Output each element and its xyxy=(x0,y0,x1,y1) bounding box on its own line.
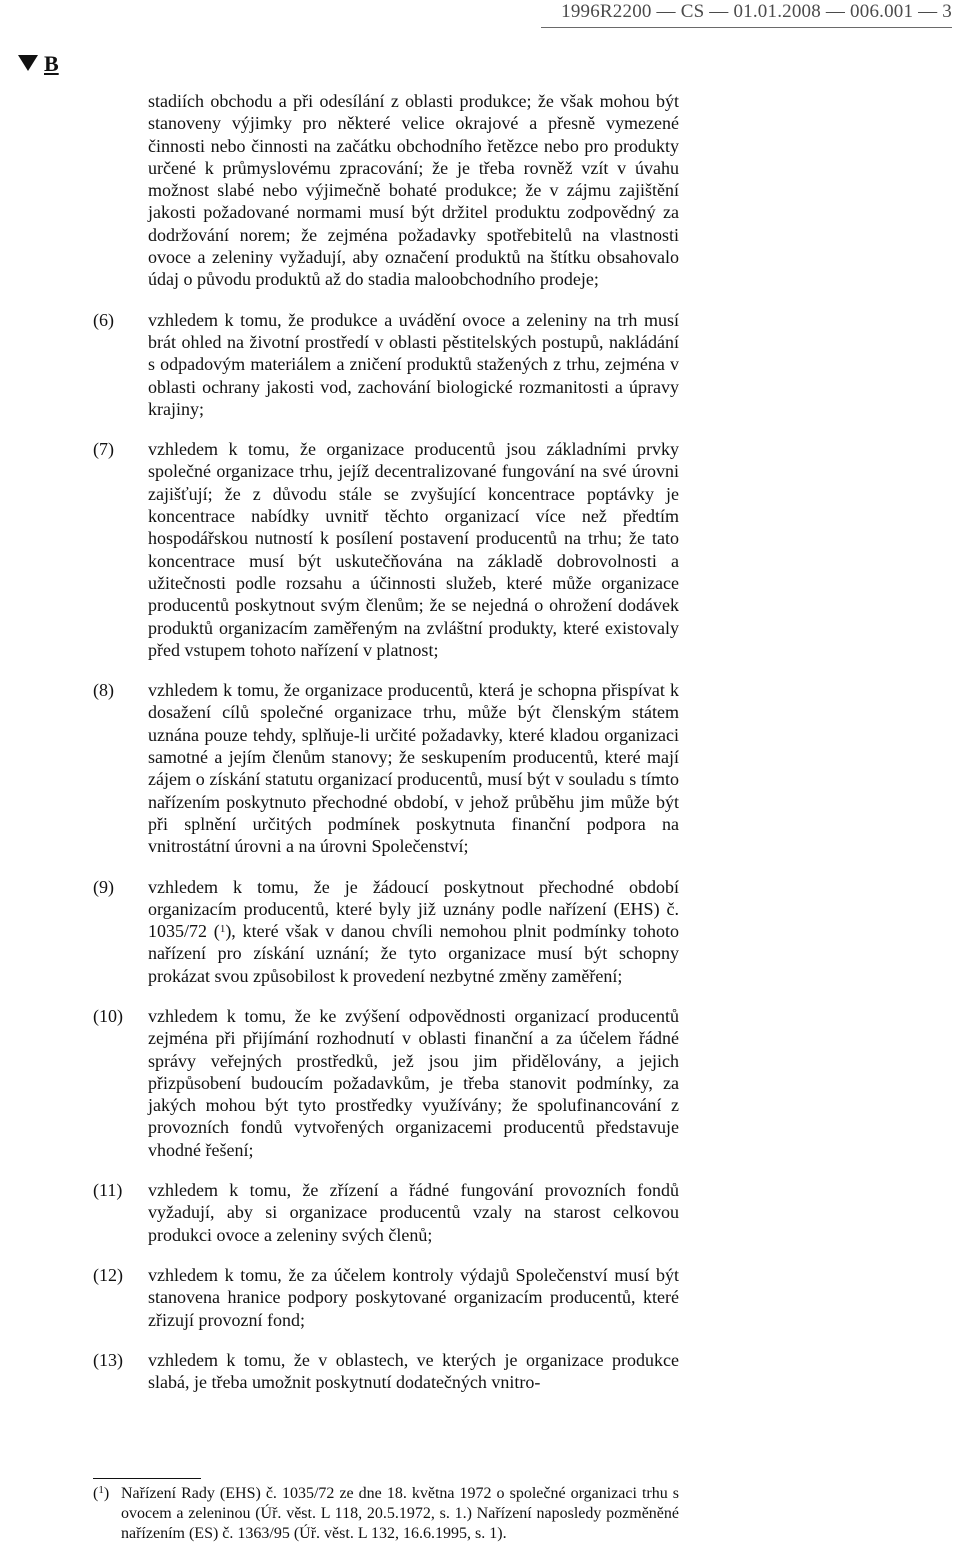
recital-number: (6) xyxy=(93,309,114,330)
recital-10 xyxy=(0,1005,960,1161)
recital-12 xyxy=(0,1264,960,1331)
marker-letter: B xyxy=(44,51,59,76)
recital-text: vzhledem k tomu, že zřízení a řádné fungování provozních fondů vyžadují, aby si organizace producentů vzaly na starost celkovou produkci ovoce a zeleniny svých členů; xyxy=(148,1180,679,1245)
footnote-reference[interactable]: 1 xyxy=(219,923,226,936)
footnote xyxy=(93,1484,679,1544)
recital-number: (12) xyxy=(93,1264,123,1285)
recital-number: (7) xyxy=(93,439,114,460)
recital-text: vzhledem k tomu, že ke zvýšení odpovědnosti organizací producentů zejména při přijímání rozhodnutí v oblasti finanční a za účelem řádné správy veřejných prostředků, jež jsou jim přidělovány, a jejich přizpůsobení budoucím požadavkům, je třeba stanovit podmínky, za jakých mohou být tyto prostředky využívány; že spolufinancování z provozních fondů vytvořených organizacemi producentů představuje vhodné řešení; xyxy=(148,1005,679,1160)
recital-text xyxy=(148,876,679,987)
footnote-marker: ($^1$) xyxy=(93,1484,110,1502)
recital-text: vzhledem k tomu, že produkce a uvádění ovoce a zeleniny na trh musí brát ohled na životní prostředí v oblasti pěstitelských postupů, nakládání s odpadovým materiálem a zničení produktů stažených z trhu, zejména v oblasti ochrany jakosti vod, zachování biologické rozmanitosti a úpravy krajiny; xyxy=(148,309,679,419)
recital-number: (13) xyxy=(93,1349,123,1370)
recital-text: vzhledem k tomu, že organizace producentů, která je schopna přispívat k dosažení cílů společné organizace trhu, může být členským státem uznána pouze tehdy, splňuje-li určité požadavky, které kladou organizaci samotné a jejím členům stanovy; že seskupením producentů, které mají zájem o získání statutu organizací producentů, musí být v souladu s tímto nařízením poskytnuto přechodné období, v jehož průběhu jim může být při splnění určitých podmínek poskytnuta finanční podpora na vnitrostátní úrovni a na úrovni Společenství; xyxy=(148,680,679,857)
recital-7 xyxy=(0,438,960,661)
recitals-list xyxy=(0,90,960,1411)
recital-number: (11) xyxy=(93,1180,123,1201)
recital-number: (10) xyxy=(93,1005,123,1026)
recital-text: stadiích obchodu a při odesílání z oblasti produkce; že však mohou být stanoveny výjimky pro některé velice okrajové a přesně vymezené činnosti nebo činnosti na začátku obchodního řetězce nebo pro produkty určené k průmyslovému zpracování; že je třeba rovněž vzít v úvahu možnost slabé nebo výjimečně bohaté produkce; že v zájmu zajištění jakosti požadované normami musí být držitel produktu zodpovědný za dodržování norem; že zejména požadavky spotřebitelů na vlastnosti ovoce a zeleniny vyžadují, aby označení produktů na štítku obsahovalo údaj o původu produktů až do stadia maloobchodního prodeje; xyxy=(148,91,679,290)
recital-continuation xyxy=(0,90,960,291)
recital-8 xyxy=(0,679,960,857)
footnote-text: Nařízení Rady (EHS) č. 1035/72 ze dne 18. května 1972 o společné organizaci trhu s ovocem a zeleninou (Úř. věst. L 118, 20.5.1972, s. 1.) Nařízení naposledy pozměněné nařízením (ES) č. 1363/95 (Úř. věst. L 132, 16.6.1995, s. 1). xyxy=(121,1485,679,1542)
recital-text-part: vzhledem k tomu, že je žádoucí poskytnout přechodné období organizacím producentů, které byly již uznány podle nařízení (EHS) č. 1035/72 ( xyxy=(148,876,679,942)
recital-text: vzhledem k tomu, že za účelem kontroly výdajů Společenství musí být stanovena hranice podpory poskytované organizacím producentů, které zřizují provozní fond; xyxy=(148,1264,679,1330)
recital-6 xyxy=(0,309,960,420)
triangle-down-icon xyxy=(18,55,38,71)
recital-number: (8) xyxy=(93,680,114,701)
footnote-number: 1 xyxy=(98,1484,104,1496)
recital-text-part: ), které však v danou chvíli nemohou plnit podmínky tohoto nařízení pro získání uznání; že tyto organizace musí být schopny prokázat svou způsobilost k provedení nezbytné změny zaměření; xyxy=(148,921,679,986)
amendment-marker xyxy=(18,52,59,76)
recital-13 xyxy=(0,1349,960,1394)
recital-9 xyxy=(0,876,960,987)
recital-text: vzhledem k tomu, že v oblastech, ve kterých je organizace produkce slabá, je třeba umožnit poskytnutí dodatečných vnitro- xyxy=(148,1349,679,1393)
recital-11 xyxy=(0,1179,960,1246)
footnote-divider xyxy=(93,1478,201,1479)
running-header: 1996R2200 — CS — 01.01.2008 — 006.001 — 3 xyxy=(561,1,952,22)
recital-text: vzhledem k tomu, že organizace producentů jsou základními prvky společné organizace trhu, jejíž decentralizované fungování na své úrovni zajišťují; že z důvodu stále se zvyšující koncentrace poptávky je koncentrace nabídky uvnitř těchto organizací více než předtím hospodářskou nutností k posílení postavení producentů na trhu; že tato koncentrace musí být uskutečňována na základě dobrovolnosti a užitečnosti podle rozsahu a účinnosti služeb, které může organizace producentů poskytnout svým členům; že se nejedná o ohrožení dodávek produktů organizacím zaměřeným na zvláštní produkty, které existovaly před vstupem tohoto nařízení v platnost; xyxy=(148,439,679,660)
recital-number: (9) xyxy=(93,876,114,897)
